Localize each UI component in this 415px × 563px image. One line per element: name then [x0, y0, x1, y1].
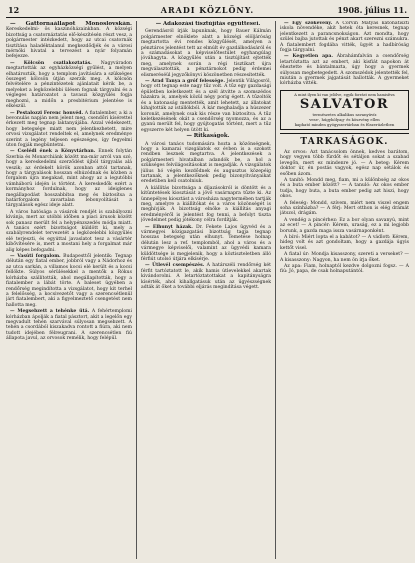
joke-text: Az orvos: Azt tanácsolom önnek, kedves barátom, hogy vegyen több fürdőt és sétáljon sokat a szabad levegőn, mert ez mindenre jó. — A beteg: Kérem doktor úr, én postás vagyok, egész nap sétálok és esőben ázom. [280, 149, 409, 177]
article-title: — Útlevél csempészés. [145, 263, 205, 269]
newspaper-title: ARADI KÖZLÖNY. [160, 5, 255, 15]
article [6, 61, 132, 110]
joke [280, 178, 409, 200]
article [141, 79, 271, 133]
article-text: A Corvin Mátyás katonatiszti iskola növendéke, akit hetek óta keresnek, tegnap jelentkezett a parancsnokságon. Azt mondta, hogy szülei bajba jutottak és pénzt akart szerezni számukra. A fiatalembert fogdába vitték, ügyét a hadbíróság fogja tárgyalni. [280, 21, 409, 54]
ad-line-3: kapható minden gyógyszertárban és fűszerüzletben [294, 121, 395, 127]
joke [280, 218, 409, 234]
joke-text: A feleség: Mondd, szívem, miért nem viszel engem soha színházba? — A férj: Mert otthon is elég drámát játszol, drágám. [280, 200, 409, 217]
jokes-section-title: TARKASÁGOK. [300, 136, 389, 147]
article-text: Gerendásról írják lapunknak, hogy Bauer Kálmán polgármester elnöklete alatt a községi elöljáróság megtartotta évi rendes közgyűlését, amelyen a pénztáros jelentést tett az elmúlt év gazdálkodásáról és a számadásokat a képviselőtestület egyhangúlag jóváhagyta. A közgyűlés után a tisztújítást ejtették meg, amelynek során a régi tisztikart újra megválasztották, a pénztárnokot pedig érdemei elismeréséül jegyzőkönyvi köszönetben részesítették. [141, 29, 271, 78]
ad-brand-name: SALVATOR [299, 96, 390, 112]
article-text: A kiállítás bizottsága a díjazásokról is döntött és a kitüntetések kiosztását a jövő vasárnapra tűzte ki. Az ünnepélyes kiosztást a városháza nagytermében tartják meg, amelyre a kiállítókat és a város közönségét is meghívják. A bizottság elnöke a kiállítás anyagi eredményéről is jelentést fog tenni, a befolyt tiszta jövedelmet pedig jótékony célra fordítják. [141, 185, 271, 224]
article [141, 263, 271, 290]
column-middle [141, 21, 271, 559]
joke-text: A bíró: Miért lopta el a kabátot? — A vádlott: Kérem, hideg volt és azt gondoltam, hogy a gazdája úgyis kettőt visel. [280, 234, 409, 251]
section-heading: — Adakozási tisztújítás együttesei. [155, 21, 261, 27]
article [6, 149, 132, 208]
article-text: A fiatalember, a ki a bevonulás napján nem jelent meg, csendőri kísérettel érkezett meg tegnap laktanyájába. Azzal védekezett, hogy betegsége miatt nem jelentkezhetett, mire orvosi vizsgálatot rendeltek el, amelynek eredménye szerint a legény teljesen egészséges, így fegyelmi úton fogják megbüntetni. [6, 110, 132, 148]
article-title: — Vasúti forgalom. [10, 254, 61, 260]
article [6, 111, 132, 149]
joke-text: A tanító: Mondd meg, fiam, mi a különbség az okos és a buta ember között? — A tanuló: Az okos ember tudja, hogy buta, a buta ember pedig azt hiszi, hogy okos. [280, 177, 409, 200]
column-left [6, 21, 132, 559]
article-text: Budapesttől jelentik: Tegnap délután egy fiatal ember, jobbról vagy a Nádorhoz és az utca sarkán, a villamos kocsi elé került és a kocsi fellökte. Súlyos sérülésekkel a mentők a Rókus kórházba szállították, ahol megállapították, hogy a fiatalember a lábát törte. A baleset ügyében a rendőrség megindította a vizsgálatot, hogy kit terhel a felelősség, a kocsivezetőt vagy a szerencsétlenül járt fiatalembert, aki a figyelmeztető csengetést nem hallotta meg. [6, 254, 132, 308]
article-title: — Elhunyt házak. [145, 224, 193, 230]
article-title: — Egy szökevény. [284, 21, 333, 26]
article [6, 309, 132, 341]
section-heading: — Ritkaságok. [186, 133, 230, 140]
article [280, 54, 409, 86]
article-title: — Cselédi ének a Könyvtárban. [10, 149, 96, 155]
article-title: — Megsebzett a tehénke ütá. [10, 309, 90, 315]
joke [280, 264, 409, 275]
article [280, 21, 409, 53]
article [6, 210, 132, 253]
article [141, 186, 271, 224]
article [6, 21, 132, 60]
article [141, 142, 271, 185]
ad-line-2: vese-, húgyhólyag- és köszvény ellen [309, 116, 380, 122]
article [141, 29, 271, 78]
article-text: Dr. Fekete Lajos ügyvéd és a vármegyei közigazgatási bizottság tagja tegnap hosszas betegség után elhunyt. Temetése holnap délután lesz a ref. templomból, ahol a város és a vármegye képviselői, valamint az ügyvédi kamara küldöttsége is megjelenik, hogy a köztiszteletben álló férfiút utolsó útjára elkísérje. [141, 224, 271, 263]
article-title: — Arad Tanya a gróf felessége. [145, 79, 225, 85]
article-title: — Pestalozzi Ferenc honvéd. [10, 110, 84, 116]
article-text: A városi tanács tudomására hozta a közönségnek, hogy a kamarai vizsgálatok ez évben is a szokott rendben lesznek megtartva. A jelentkezések a polgármesteri hivatalban adandók be, a hol a szükséges felvilágosításokat is megadják. A vizsgálatok július hó végén kezdődnek és augusztus közepéig tartanak, a jelentkezőknek pedig bizonyítványaikat eredetiben kell csatolniuk. [141, 141, 271, 185]
article-title: — Gattornaállapot Monoslovskán. [10, 21, 132, 27]
ad-top-line: A mint ilyen ki van jelölve, egyik forrást nem hamisítva [294, 92, 395, 97]
article-text: A fehértemplomi kórházban ápolják a fiatal pásztort, akit a legelőn egy megvadult tehén szarvával súlyosan megsebzett. A tehén a csordából kiszakadva rontott a fiúra, aki nem tudott idejében félreugrani. A szerencsétlen fiú állapota javul, az orvosok remélik, hogy felépül. [6, 309, 132, 342]
joke-text: Az apa: Fiam, holnaptól kezdve dolgozni fogsz. — A fiú: Jó, papa, de csak holnaputántól. [280, 264, 409, 275]
page-number: 12 [8, 5, 20, 15]
column-right [280, 21, 409, 559]
column-rule-right [275, 21, 276, 559]
joke [280, 252, 409, 263]
article-text: Kereskedelmi- ös kaszinóházainkban. A községi bizottság a csatornáztatás elő-készítésén részt vesz, a polgármester intézkedett, hogy az utcai csatornák tisztítása haladéktalanul megkezdődjék és a városi mérnöki hivatal a tervezést a nyár folyamán befejezze. [6, 27, 132, 60]
article-text: Ábrahámfalván a csendőrség letartóztatta azt az embert, aki kisfiát napokon át éheztette és bántalmazta, úgy hogy a gyermek súlyosan megbetegedett. A szomszédok jelentették fel, miután a gyermek jajgatását hallották. A gyermeket kórházba vitték. [280, 54, 409, 87]
article [6, 254, 132, 308]
joke-text: A fiatal úr: Mondja kisasszony, szereti a verseket? — A kisasszony: Nagyon, ha nem ön írja őket. [280, 252, 409, 263]
joke [280, 235, 409, 251]
article [141, 225, 271, 263]
joke [280, 201, 409, 217]
joke-text: A vendég a pincérhez: Ez a bor olyan savanyú, mint az ecet! — A pincér: Kérem, uraság, ez a mi legjobb borunk, a gazda maga issza vasárnaponként. [280, 217, 409, 234]
page-header [6, 3, 409, 18]
article-text: Jelentik Világosról, hogy ott tegnap este nagy tűz volt. A tűz egy gazdasági épületben keletkezett és a szél átvitte a szomszédos házakra is, amelyek közül négy porig égett. A tűzoltók és a katonaság mentették, amit lehetett, az állatokat kihajtották az istállókból. A kár meghaladja a húszezer koronát, amelynek csak kis része van biztosítva. A tűz keletkezésének okát a csendőrség nyomozza, és az a gyanú merült fel, hogy gyújtogatás történt, mert a tűz egyszerre két helyen ütött ki. [141, 79, 271, 133]
article-title: — Kegyetlen apa. [284, 54, 333, 60]
article-title: — Kölcsön csatlakoztatás. [10, 60, 92, 66]
article-text: Ennek folytán Szerbia és Monarchiánk között ma-már arról van szó, hogy a kereskedelmi szerződést újból tárgyalás alá veszik; az érdekelt körök azonban attól tartanak, hogy a tárgyalások hosszan elhúzódnak és közben a forgalom újra megakad, mint ahogy az a legutóbbi vámháború idején is történt. A kereskedők ezért a kormányhoz fordulnak, hogy az ideiglenes megállapodást hosszabbítsa meg és biztosítsa a határforgalom zavartalan lebonyolítását a tárgyalások egész ideje alatt. [6, 149, 132, 209]
article-text: A város hatósága a vásárok rendjét is szabályozni kívánja, mert az utóbbi időben a piaci árusok között sok panasz merült fel a helypénzszedés módja miatt. A tanács ezért bizottságot küldött ki, mely a szabályrendelet tervezetét a legközelebbi közgyűlés elé terjeszti, és egyúttal javaslatot tesz a vásártér kibővítésére is, mert a mostani hely a forgalmat már alig képes befogadni. [6, 209, 132, 253]
article-text: A határszéli rendőrség két férfit tartóztatott le, akik hamis útlevelekkel akartak kivándorolni. A letartóztatottakat a kapitányságra kísérték, ahol kihallgatásuk után az ügyészségnek adták át őket a további eljárás megindítása végett. [141, 263, 271, 291]
column-rule-left [136, 21, 137, 559]
ad-line-1: természetes alkalikus savanyúvíz [312, 111, 377, 117]
section-divider [280, 133, 409, 134]
joke [280, 150, 409, 177]
salvator-advertisement [280, 90, 409, 130]
article-text: Nagyváradon megtartották az egyházközségi gyűlést, a melyen elhatározták, hogy a templom javítására a szükséges összeget kölcsön útján szerzik meg. A kölcsön felvételére a pénzintézetek ajánlatait kérik be, a melyeket a legközelebbi ülésen fognak tárgyalni és a végleges határozatot a tavaszi közgyűlés fogja meghozni, a midőn a presbitérium jelentése is elkészül. [6, 60, 132, 110]
issue-date: 1908. július 11. [337, 5, 407, 15]
